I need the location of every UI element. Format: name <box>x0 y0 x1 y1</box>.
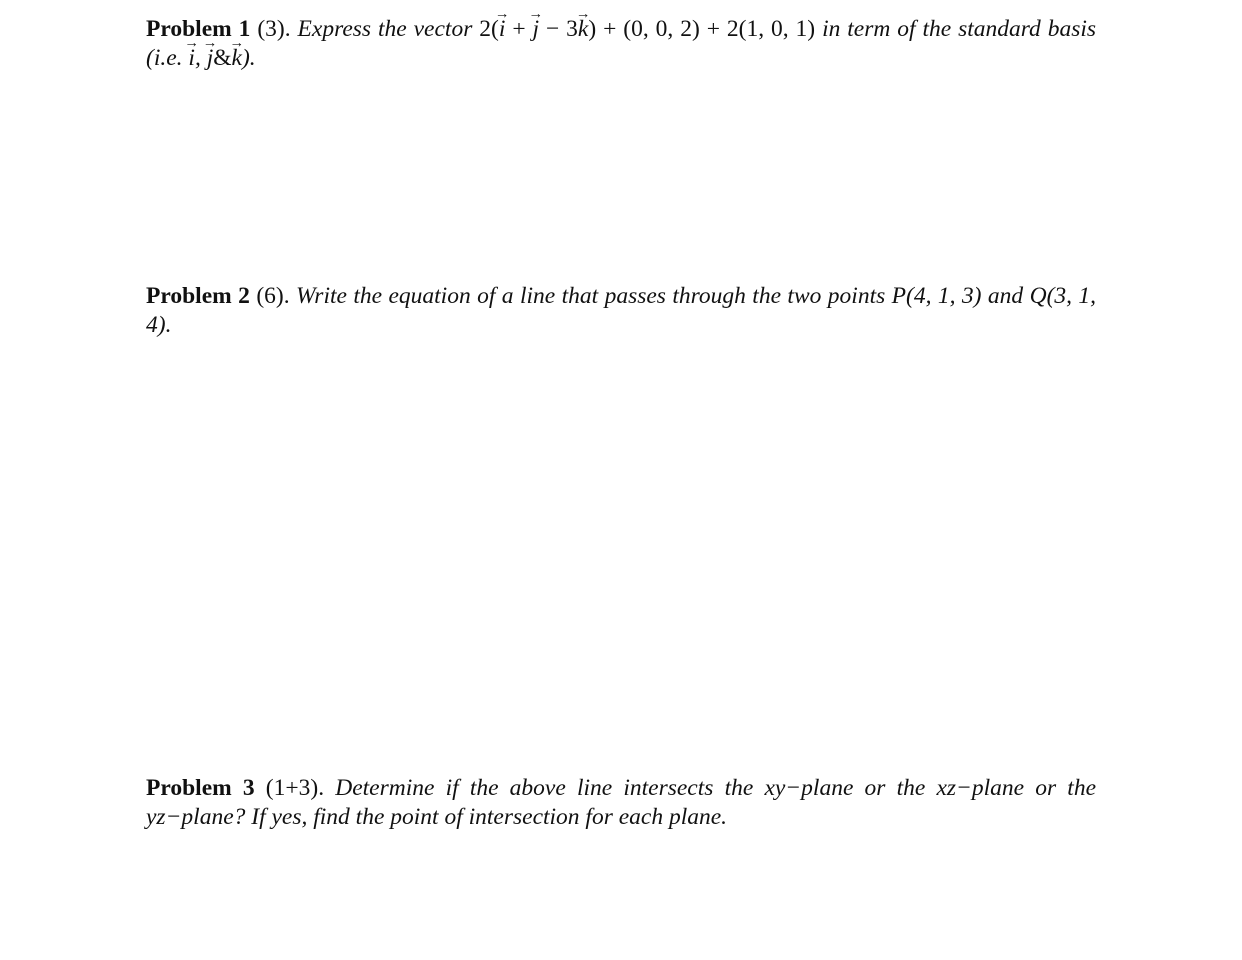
problem-1-expression <box>479 16 815 42</box>
problem-3-label: Problem 3 <box>146 775 255 801</box>
problem-1-label: Problem 1 <box>146 16 251 42</box>
problem-1-statement <box>146 15 1096 73</box>
problem-3-statement <box>146 774 1096 832</box>
expr-c: − 3 <box>539 16 578 42</box>
problem-3-text: Determine if the above line intersects the xy−plane or the xz−plane or the yz−plane? If yes, find the point of intersection for each plane. <box>146 775 1097 830</box>
point-q: Q(3, 1, 4). <box>146 283 1097 338</box>
expr-a: 2( <box>479 16 499 42</box>
problem-1-text-a: Express the vector <box>297 16 473 42</box>
basis-k: → k <box>232 44 242 73</box>
basis-sep-1: , <box>194 45 207 71</box>
expr-d: ) + (0, 0, 2) + 2(1, 0, 1) <box>588 16 816 42</box>
basis-i: → i <box>188 44 195 73</box>
vector-j: → j <box>533 15 540 44</box>
problem-3-points: (1+3). <box>265 775 325 801</box>
vector-k: → k <box>578 15 588 44</box>
problem-1-points: (3). <box>257 16 291 42</box>
expr-b: + <box>505 16 533 42</box>
vector-i: → i <box>499 15 506 44</box>
problem-1 <box>146 15 1096 73</box>
basis-j: → j <box>207 44 214 73</box>
problem-2-statement <box>146 282 1096 340</box>
problem-2-points: (6). <box>256 283 290 309</box>
problem-1-text-b: in term of the standard basis (i.e. <box>146 16 1097 71</box>
problem-2 <box>146 282 1096 340</box>
point-p: P(4, 1, 3) <box>891 283 982 309</box>
problem-2-text-b: and <box>987 283 1024 309</box>
problem-2-text-a: Write the equation of a line that passes through the two points <box>296 283 886 309</box>
basis-sep-2: & <box>213 45 232 71</box>
problem-2-label: Problem 2 <box>146 283 250 309</box>
problem-3 <box>146 774 1096 832</box>
problem-1-text-c: ). <box>241 45 256 71</box>
